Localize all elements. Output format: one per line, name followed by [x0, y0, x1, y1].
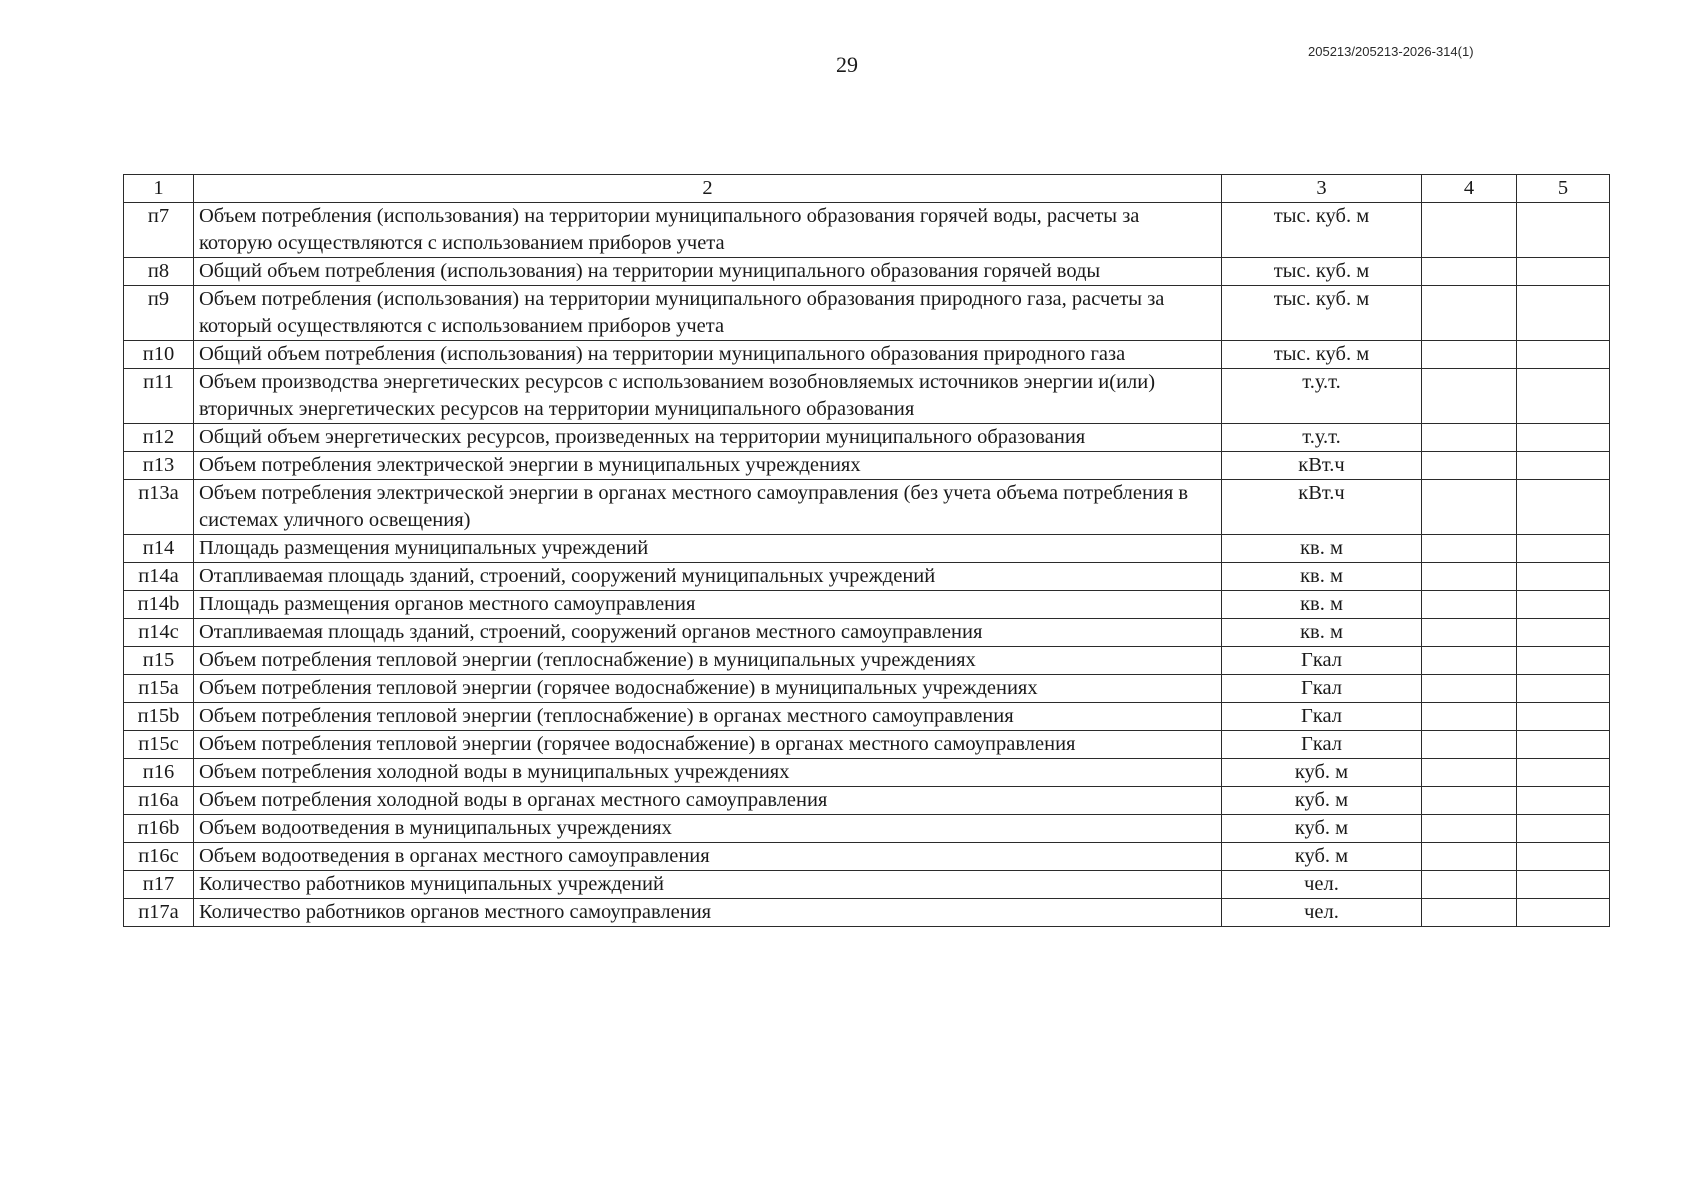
indicator-name-cell: Объем производства энергетических ресурсов с использованием возобновляемых источников энергии и(или) вторичных энергетических ресурсов на территории муниципального образования	[194, 369, 1222, 424]
value-col4-cell	[1422, 703, 1517, 731]
unit-cell: кв. м	[1222, 563, 1422, 591]
indicator-name-cell: Объем потребления тепловой энергии (горячее водоснабжение) в муниципальных учреждениях	[194, 675, 1222, 703]
indicator-name-cell: Площадь размещения органов местного самоуправления	[194, 591, 1222, 619]
indicator-name-cell: Отапливаемая площадь зданий, строений, сооружений муниципальных учреждений	[194, 563, 1222, 591]
value-col5-cell	[1517, 203, 1610, 258]
unit-cell: куб. м	[1222, 759, 1422, 787]
value-col5-cell	[1517, 787, 1610, 815]
value-col5-cell	[1517, 480, 1610, 535]
indicator-code-cell: п17	[124, 871, 194, 899]
value-col4-cell	[1422, 286, 1517, 341]
indicator-code-cell: п16b	[124, 815, 194, 843]
value-col4-cell	[1422, 535, 1517, 563]
unit-cell: тыс. куб. м	[1222, 203, 1422, 258]
table-row	[124, 369, 1610, 424]
column-header: 4	[1422, 175, 1517, 203]
value-col5-cell	[1517, 675, 1610, 703]
unit-cell: куб. м	[1222, 787, 1422, 815]
table-row	[124, 535, 1610, 563]
unit-cell: куб. м	[1222, 815, 1422, 843]
value-col5-cell	[1517, 591, 1610, 619]
table-header-row	[124, 175, 1610, 203]
unit-cell: кв. м	[1222, 535, 1422, 563]
indicator-name-cell: Объем потребления тепловой энергии (горячее водоснабжение) в органах местного самоуправления	[194, 731, 1222, 759]
indicator-code-cell: п8	[124, 258, 194, 286]
table-row	[124, 815, 1610, 843]
unit-cell: Гкал	[1222, 731, 1422, 759]
table-row	[124, 341, 1610, 369]
value-col5-cell	[1517, 369, 1610, 424]
indicator-code-cell: п9	[124, 286, 194, 341]
indicator-name-cell: Общий объем энергетических ресурсов, произведенных на территории муниципального образования	[194, 424, 1222, 452]
table-row	[124, 258, 1610, 286]
indicator-code-cell: п14b	[124, 591, 194, 619]
value-col4-cell	[1422, 203, 1517, 258]
value-col4-cell	[1422, 843, 1517, 871]
unit-cell: чел.	[1222, 871, 1422, 899]
indicator-name-cell: Отапливаемая площадь зданий, строений, сооружений органов местного самоуправления	[194, 619, 1222, 647]
indicator-code-cell: п13а	[124, 480, 194, 535]
value-col4-cell	[1422, 647, 1517, 675]
value-col4-cell	[1422, 787, 1517, 815]
value-col5-cell	[1517, 424, 1610, 452]
value-col5-cell	[1517, 871, 1610, 899]
table-row	[124, 843, 1610, 871]
value-col5-cell	[1517, 843, 1610, 871]
value-col4-cell	[1422, 480, 1517, 535]
table-row	[124, 563, 1610, 591]
value-col5-cell	[1517, 815, 1610, 843]
page-number: 29	[836, 52, 858, 77]
value-col5-cell	[1517, 647, 1610, 675]
document-id: 205213/205213-2026-314(1)	[1308, 44, 1474, 59]
table-row	[124, 759, 1610, 787]
indicator-name-cell: Площадь размещения муниципальных учреждений	[194, 535, 1222, 563]
column-header: 2	[194, 175, 1222, 203]
value-col4-cell	[1422, 591, 1517, 619]
unit-cell: кв. м	[1222, 591, 1422, 619]
indicator-code-cell: п14	[124, 535, 194, 563]
value-col5-cell	[1517, 563, 1610, 591]
value-col5-cell	[1517, 535, 1610, 563]
column-header: 3	[1222, 175, 1422, 203]
unit-cell: кВт.ч	[1222, 452, 1422, 480]
table-row	[124, 286, 1610, 341]
indicator-name-cell: Объем потребления электрической энергии в муниципальных учреждениях	[194, 452, 1222, 480]
value-col4-cell	[1422, 341, 1517, 369]
table-row	[124, 899, 1610, 927]
indicator-code-cell: п15а	[124, 675, 194, 703]
indicator-code-cell: п13	[124, 452, 194, 480]
unit-cell: Гкал	[1222, 647, 1422, 675]
value-col4-cell	[1422, 675, 1517, 703]
unit-cell: кв. м	[1222, 619, 1422, 647]
unit-cell: тыс. куб. м	[1222, 258, 1422, 286]
indicator-code-cell: п12	[124, 424, 194, 452]
table-row	[124, 703, 1610, 731]
indicator-code-cell: п15	[124, 647, 194, 675]
table-row	[124, 591, 1610, 619]
value-col4-cell	[1422, 899, 1517, 927]
indicator-name-cell: Объем потребления (использования) на территории муниципального образования горячей воды, расчеты за которую осуществляются с использованием приборов учета	[194, 203, 1222, 258]
table-row	[124, 424, 1610, 452]
value-col4-cell	[1422, 452, 1517, 480]
value-col4-cell	[1422, 563, 1517, 591]
table-row	[124, 731, 1610, 759]
value-col4-cell	[1422, 258, 1517, 286]
unit-cell: Гкал	[1222, 703, 1422, 731]
unit-cell: т.у.т.	[1222, 369, 1422, 424]
value-col5-cell	[1517, 619, 1610, 647]
table-row	[124, 480, 1610, 535]
table-row	[124, 647, 1610, 675]
value-col5-cell	[1517, 759, 1610, 787]
table-row	[124, 619, 1610, 647]
indicator-name-cell: Количество работников органов местного самоуправления	[194, 899, 1222, 927]
indicator-code-cell: п14c	[124, 619, 194, 647]
value-col4-cell	[1422, 815, 1517, 843]
indicator-code-cell: п10	[124, 341, 194, 369]
value-col4-cell	[1422, 424, 1517, 452]
value-col5-cell	[1517, 899, 1610, 927]
unit-cell: т.у.т.	[1222, 424, 1422, 452]
table-row	[124, 203, 1610, 258]
value-col5-cell	[1517, 703, 1610, 731]
unit-cell: куб. м	[1222, 843, 1422, 871]
indicator-name-cell: Объем потребления тепловой энергии (теплоснабжение) в муниципальных учреждениях	[194, 647, 1222, 675]
indicator-code-cell: п11	[124, 369, 194, 424]
value-col5-cell	[1517, 452, 1610, 480]
indicator-name-cell: Объем водоотведения в органах местного самоуправления	[194, 843, 1222, 871]
table-row	[124, 452, 1610, 480]
table-body	[124, 203, 1610, 927]
indicator-name-cell: Общий объем потребления (использования) на территории муниципального образования природного газа	[194, 341, 1222, 369]
value-col4-cell	[1422, 759, 1517, 787]
indicator-name-cell: Общий объем потребления (использования) на территории муниципального образования горячей воды	[194, 258, 1222, 286]
column-header: 5	[1517, 175, 1610, 203]
indicator-code-cell: п15c	[124, 731, 194, 759]
table-row	[124, 871, 1610, 899]
indicator-name-cell: Количество работников муниципальных учреждений	[194, 871, 1222, 899]
value-col5-cell	[1517, 731, 1610, 759]
value-col4-cell	[1422, 731, 1517, 759]
indicator-name-cell: Объем потребления холодной воды в муниципальных учреждениях	[194, 759, 1222, 787]
unit-cell: чел.	[1222, 899, 1422, 927]
unit-cell: кВт.ч	[1222, 480, 1422, 535]
unit-cell: Гкал	[1222, 675, 1422, 703]
indicator-code-cell: п14а	[124, 563, 194, 591]
indicator-name-cell: Объем потребления холодной воды в органах местного самоуправления	[194, 787, 1222, 815]
indicator-code-cell: п16а	[124, 787, 194, 815]
unit-cell: тыс. куб. м	[1222, 341, 1422, 369]
indicator-code-cell: п7	[124, 203, 194, 258]
indicator-code-cell: п17а	[124, 899, 194, 927]
value-col4-cell	[1422, 619, 1517, 647]
indicator-code-cell: п16	[124, 759, 194, 787]
indicator-name-cell: Объем потребления тепловой энергии (теплоснабжение) в органах местного самоуправления	[194, 703, 1222, 731]
value-col5-cell	[1517, 286, 1610, 341]
column-header: 1	[124, 175, 194, 203]
indicator-code-cell: п16c	[124, 843, 194, 871]
indicator-name-cell: Объем потребления электрической энергии в органах местного самоуправления (без учета объема потребления в системах уличного освещения)	[194, 480, 1222, 535]
value-col5-cell	[1517, 258, 1610, 286]
table-row	[124, 675, 1610, 703]
indicators-table	[123, 174, 1610, 927]
value-col4-cell	[1422, 871, 1517, 899]
unit-cell: тыс. куб. м	[1222, 286, 1422, 341]
value-col4-cell	[1422, 369, 1517, 424]
table-row	[124, 787, 1610, 815]
indicator-code-cell: п15b	[124, 703, 194, 731]
indicator-name-cell: Объем потребления (использования) на территории муниципального образования природного газа, расчеты за который осуществляются с использованием приборов учета	[194, 286, 1222, 341]
indicator-name-cell: Объем водоотведения в муниципальных учреждениях	[194, 815, 1222, 843]
value-col5-cell	[1517, 341, 1610, 369]
